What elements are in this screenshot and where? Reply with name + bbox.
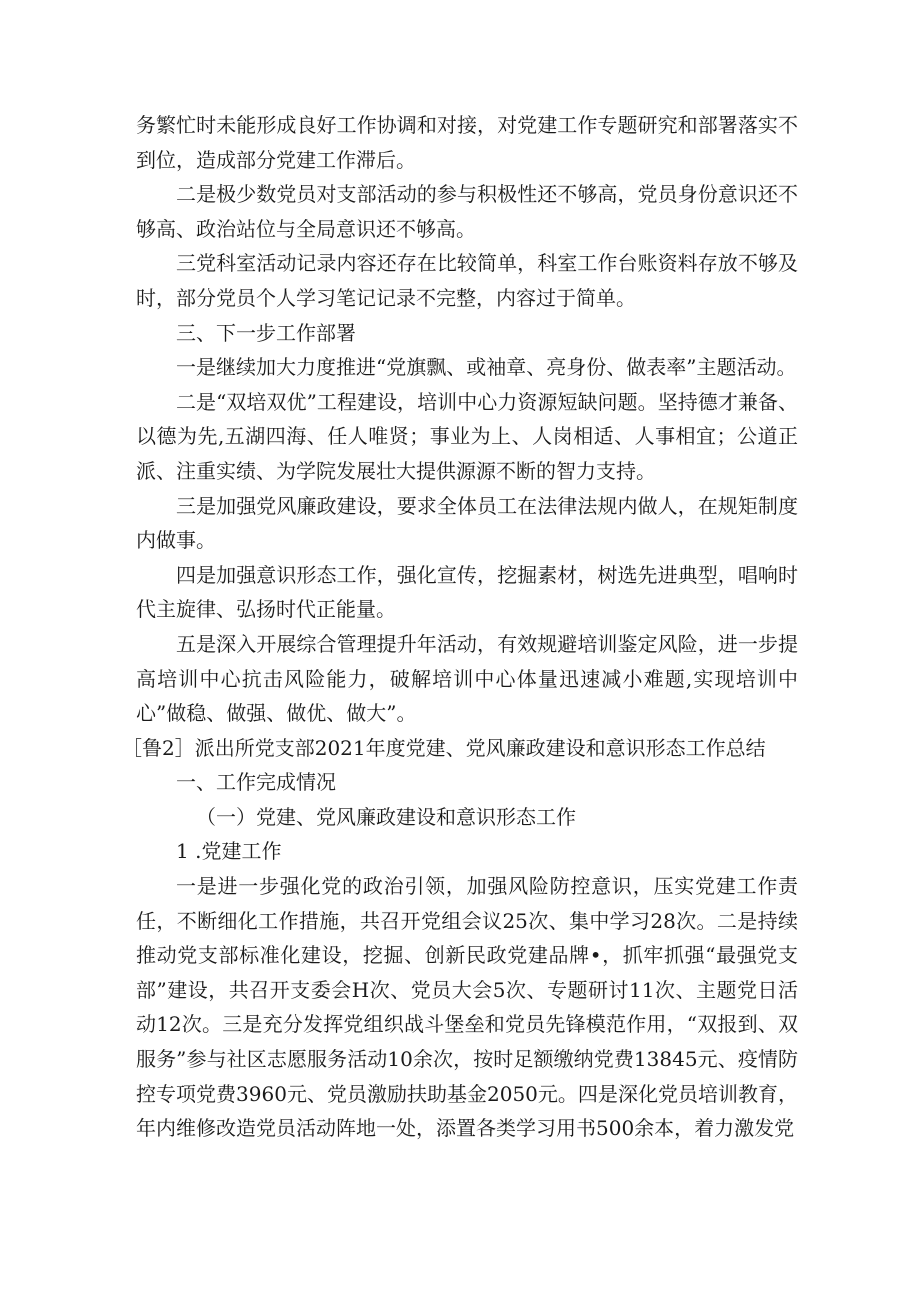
document-title: ［鲁2］派出所党支部2021年度党建、党风廉政建设和意识形态工作总结 [122,735,766,760]
paragraph-issue-three: 三党科室活动记录内容还存在比较简单，科室工作台账资料存放不够及时，部分党员个人学习笔记记录不完整，内容过于简单。 [136,251,798,310]
paragraph-party-work-details: 一是进一步强化党的政治引领，加强风险防控意识，压实党建工作责任，不断细化工作措施，共召开党组会议25次、集中学习28次。二是持续推动党支部标准化建设，挖掘、创新民政党建品牌•，抓牢抓强“最强党支部”建设，共召开支委会H次、党员大会5次、专题研讨11次、主题党日活动12次。三是充分发挥党组织战斗堡垒和党员先锋模范作用，“双报到、双服务”参与社区志愿服务活动10余次，按时足额缴纳党费13845元、疫情防控专项党费3960元、党员激励扶助基金2050元。四是深化党员培训教育，年内维修改造党员活动阵地一处，添置各类学习用书500余本，着力激发党 [136,874,798,1141]
paragraph-plan-three: 三是加强党风廉政建设，要求全体员工在法律法规内做人，在规矩制度内做事。 [136,493,798,553]
section-heading-next-steps: 三、下一步工作部署 [176,320,356,345]
paragraph-plan-four: 四是加强意识形态工作，强化宣传，挖掘素材，树选先进典型，唱响时代主旋律、弘扬时代正能量。 [136,562,798,622]
section-heading-completion: 一、工作完成情况 [176,770,336,795]
paragraph-plan-one: 一是继续加大力度推进“党旗飘、或袖章、亮身份、做表率”主题活动。 [176,355,797,380]
paragraph-plan-two: 二是“双培双优”工程建设，培训中心力资源短缺问题。坚持德才兼备、以德为先,五湖四海、任人唯贤；事业为上、人岗相适、人事相宜；公道正派、注重实绩、为学院发展壮大提供源源不断的智力支持。 [136,389,798,483]
paragraph-plan-five: 五是深入开展综合管理提升年活动，有效规避培训鉴定风险，进一步提高培训中心抗击风险能力，破解培训中心体量迅速减小难题,实现培训中心”做稳、做强、做优、做大”。 [136,631,798,726]
paragraph-continuation: 务繁忙时未能形成良好工作协调和对接，对党建工作专题研究和部署落实不到位，造成部分党建工作滞后。 [136,113,798,172]
subsection-heading: （一）党建、党风廉政建设和意识形态工作 [196,804,576,829]
item-heading-party-work: 1 .党建工作 [176,839,282,864]
paragraph-issue-two: 二是极少数党员对支部活动的参与积极性还不够高，党员身份意识还不够高、政治站位与全局意识还不够高。 [136,182,798,241]
document-body [122,108,798,1146]
